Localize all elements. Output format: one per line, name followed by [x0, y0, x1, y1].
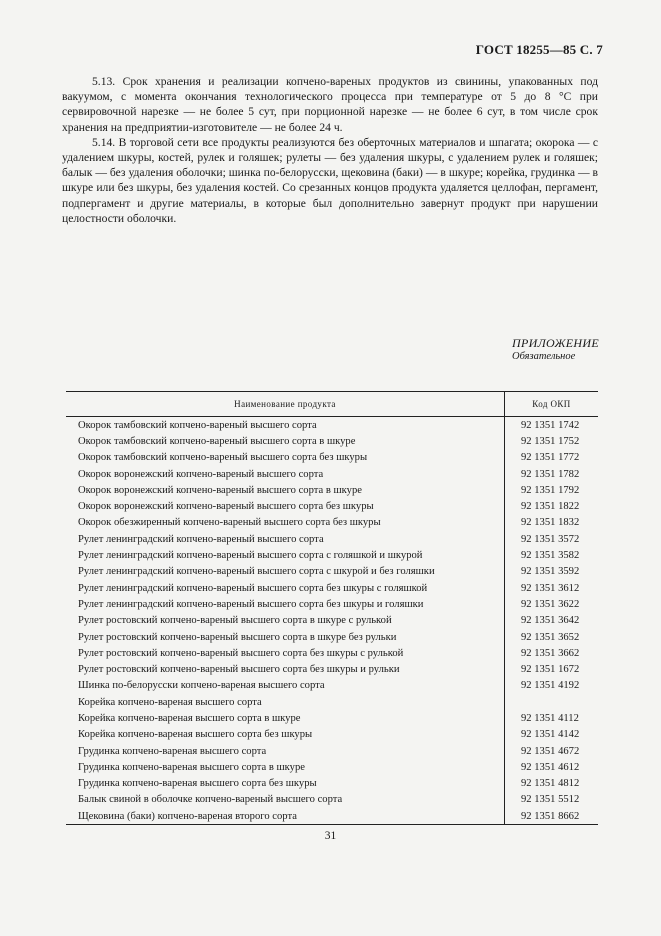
product-name-cell: Окорок обезжиренный копчено-вареный высшего сорта без шкуры	[78, 517, 381, 529]
table-row	[66, 661, 598, 677]
okp-code-cell: 92 1351 3582	[505, 547, 599, 563]
product-name-cell: Корейка копчено-вареная высшего сорта	[78, 696, 262, 708]
table-row	[66, 433, 598, 449]
okp-code-cell: 92 1351 8662	[505, 808, 599, 825]
okp-code-cell: 92 1351 3592	[505, 564, 599, 580]
product-name-cell: Щековина (баки) копчено-вареная второго сорта	[66, 808, 505, 825]
table-row	[66, 694, 598, 710]
okp-code-cell: 92 1351 1782	[505, 466, 599, 482]
column-header-code: Код ОКП	[505, 392, 599, 417]
page-header: ГОСТ 18255—85 С. 7	[475, 42, 603, 57]
table-row	[66, 792, 598, 808]
product-name-cell: Рулет ростовский копчено-вареный высшего сорта в шкуре без рульки	[78, 631, 397, 643]
table-row	[66, 498, 598, 514]
table-row	[66, 580, 598, 596]
product-name-cell: Грудинка копчено-вареная высшего сорта без шкуры	[78, 778, 317, 790]
product-code-table	[66, 391, 598, 825]
okp-code-cell: 92 1351 3622	[505, 596, 599, 612]
table-row	[66, 482, 598, 498]
product-name-cell: Рулет ленинградский копчено-вареный высшего сорта без шкуры и голяшки	[78, 598, 424, 610]
table-body	[66, 417, 598, 825]
okp-code-cell: 92 1351 3612	[505, 580, 599, 596]
table-row	[66, 776, 598, 792]
okp-code-cell: 92 1351 4812	[505, 776, 599, 792]
table-row	[66, 808, 598, 825]
okp-code-cell: 92 1351 1752	[505, 433, 599, 449]
product-name-cell: Окорок тамбовский копчено-вареный высшего сорта без шкуры	[78, 452, 368, 464]
okp-code-cell: 92 1351 3572	[505, 531, 599, 547]
table-row	[66, 450, 598, 466]
product-name-cell: Окорок тамбовский копчено-вареный высшего сорта в шкуре	[78, 435, 356, 447]
okp-code-cell: 92 1351 1672	[505, 661, 599, 677]
table-row	[66, 759, 598, 775]
okp-code-cell: 92 1351 4672	[505, 743, 599, 759]
product-name-cell: Шинка по-белорусски копчено-вареная высшего сорта	[78, 680, 325, 692]
table-row	[66, 515, 598, 531]
okp-code-cell: 92 1351 5512	[505, 792, 599, 808]
table-row	[66, 727, 598, 743]
product-name-cell: Рулет ленинградский копчено-вареный высшего сорта с шкурой и без голяшки	[78, 566, 435, 578]
table-row	[66, 743, 598, 759]
column-header-name: Наименование продукта	[66, 392, 505, 417]
okp-code-cell: 92 1351 4612	[505, 759, 599, 775]
table-row	[66, 466, 598, 482]
product-name-cell: Рулет ленинградский копчено-вареный высшего сорта	[78, 533, 324, 545]
okp-code-cell	[505, 694, 599, 710]
product-name-cell: Рулет ленинградский копчено-вареный высшего сорта с голяшкой и шкурой	[78, 550, 423, 562]
appendix-subtitle: Обязательное	[512, 351, 576, 362]
table-row	[66, 678, 598, 694]
table-row	[66, 710, 598, 726]
okp-code-cell: 92 1351 4192	[505, 678, 599, 694]
product-name-cell: Рулет ленинградский копчено-вареный высшего сорта без шкуры с голяшкой	[78, 582, 428, 594]
okp-code-cell: 92 1351 4142	[505, 727, 599, 743]
okp-code-cell: 92 1351 1792	[505, 482, 599, 498]
table-row	[66, 596, 598, 612]
okp-code-cell: 92 1351 4112	[505, 710, 599, 726]
table-row	[66, 645, 598, 661]
body-text	[62, 74, 598, 226]
okp-code-cell: 92 1351 3662	[505, 645, 599, 661]
table-header-row	[66, 392, 598, 417]
table-row	[66, 613, 598, 629]
okp-code-cell: 92 1351 1772	[505, 450, 599, 466]
product-name-cell: Рулет ростовский копчено-вареный высшего сорта без шкуры и рульки	[78, 664, 400, 676]
okp-code-cell: 92 1351 3642	[505, 613, 599, 629]
table-row	[66, 629, 598, 645]
table-row	[66, 547, 598, 563]
appendix-title: ПРИЛОЖЕНИЕ	[512, 336, 599, 350]
appendix-label	[512, 336, 599, 362]
okp-code-cell: 92 1351 1742	[505, 417, 599, 434]
product-name-cell: Окорок воронежский копчено-вареный высшего сорта без шкуры	[78, 501, 374, 513]
paragraph-5-13: 5.13. Срок хранения и реализации копчено-вареных продуктов из свинины, упакованных под вакуумом, с момента окончания технологического процесса при температуре от 5 до 8 °С при сервировочной нарезке — не более 5 сут, при порционной нарезке — не более 6 сут, в том числе срок хранения на предприятии-изготовителе — не более 24 ч.	[62, 75, 598, 134]
product-name-cell: Рулет ростовский копчено-вареный высшего сорта в шкуре с рулькой	[78, 615, 392, 627]
product-name-cell: Окорок воронежский копчено-вареный высшего сорта в шкуре	[78, 484, 362, 496]
page-number: 31	[324, 830, 337, 842]
product-name-cell: Корейка копчено-вареная высшего сорта в шкуре	[78, 712, 301, 724]
product-name-cell: Окорок тамбовский копчено-вареный высшего сорта	[78, 419, 317, 431]
product-name-cell: Корейка копчено-вареная высшего сорта без шкуры	[78, 729, 313, 741]
table-row	[66, 531, 598, 547]
okp-code-cell: 92 1351 3652	[505, 629, 599, 645]
product-name-cell: Окорок воронежский копчено-вареный высшего сорта	[78, 468, 324, 480]
product-name-cell: Рулет ростовский копчено-вареный высшего сорта без шкуры с рулькой	[78, 647, 404, 659]
table-row	[66, 417, 598, 434]
okp-code-cell: 92 1351 1832	[505, 515, 599, 531]
product-name-cell: Грудинка копчено-вареная высшего сорта	[78, 745, 267, 757]
product-name-cell: Балык свиной в оболочке копчено-вареный высшего сорта	[78, 794, 343, 806]
okp-code-cell: 92 1351 1822	[505, 498, 599, 514]
table-row	[66, 564, 598, 580]
product-name-cell: Грудинка копчено-вареная высшего сорта в шкуре	[78, 761, 305, 773]
paragraph-5-14: 5.14. В торговой сети все продукты реализуются без оберточных материалов и шпагата; окорока — с удалением шкуры, костей, рулек и голяшек; рулеты — без удаления шкуры, с удалением рулек и голяшек; балык — без удаления оболочки; шинка по-белорусски, щековина (баки) — в шкуре; корейка, грудинка — в шкуре или без шкуры, без удаления костей. Со срезанных концов продукта удаляется целлофан, пергамент, подпергамент и другие материалы, в которые был дополнительно завернут продукт при нарушении целостности оболочки.	[62, 135, 598, 225]
